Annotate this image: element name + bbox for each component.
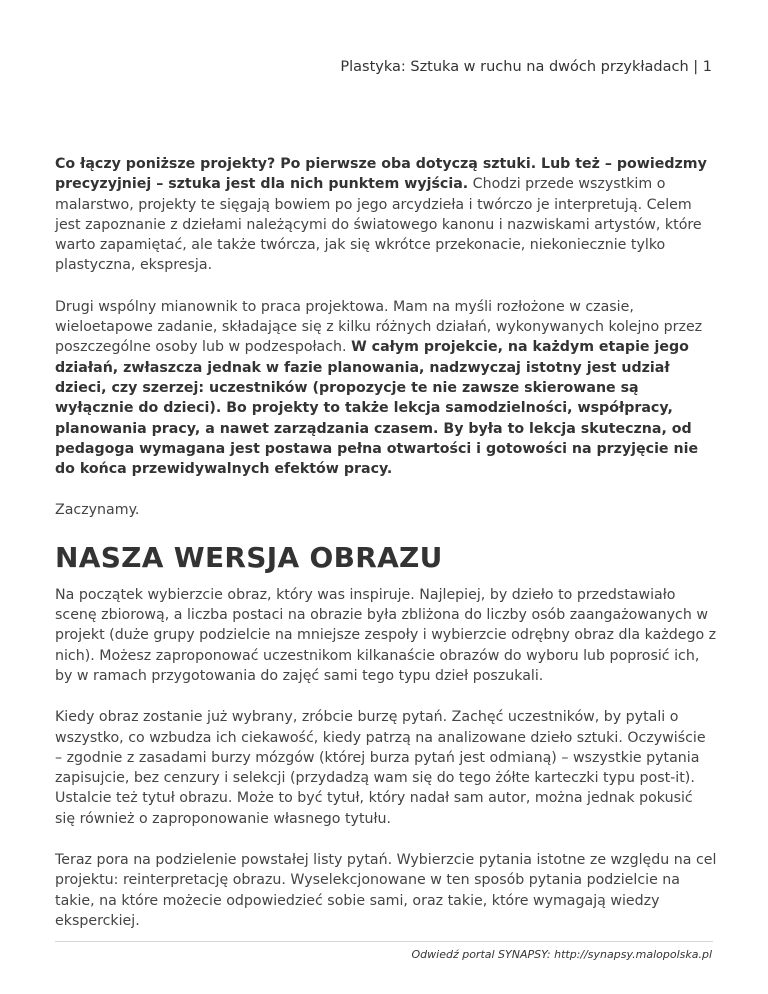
- intro-paragraph-2-text: Drugi wspólny mianownik to praca projektowa. Mam na myśli rozłożone w czasie, wieloetapowe zadanie, składające się z kilku różnych działań, wykonywanych kolejno przez poszczególne osoby lub w podzespołach.: [55, 298, 703, 356]
- footer-portal-link: Odwiedź portal SYNAPSY: http://synapsy.malopolska.pl: [411, 948, 712, 961]
- article-body: [55, 154, 717, 952]
- section-paragraph-2: Kiedy obraz zostanie już wybrany, zróbcie burzę pytań. Zachęć uczestników, by pytali o wszystko, co wzbudza ich ciekawość, kiedy patrzą na analizowane dzieło sztuki. Oczywiście – zgodnie z zasadami burzy mózgów (której burza pytań jest odmianą) – wszystkie pytania zapisujcie, bez cenzury i selekcji (przydadzą wam się do tego żółte karteczki typu post-it). Ustalcie też tytuł obrazu. Może to być tytuł, który nadał sam autor, można jednak pokusić się również o zaproponowanie własnego tytułu.: [55, 709, 706, 827]
- page-header-title: Plastyka: Sztuka w ruchu na dwóch przykładach | 1: [340, 59, 712, 75]
- intro-paragraph-1-bold: Co łączy poniższe projekty? Po pierwsze oba dotyczą sztuki. Lub też – powiedzmy precyzyjniej – sztuka jest dla nich punktem wyjścia.: [55, 156, 707, 193]
- section-paragraph-1: Na początek wybierzcie obraz, który was inspiruje. Najlepiej, by dzieło to przedstawiało scenę zbiorową, a liczba postaci na obrazie była zbliżona do liczby osób zaangażowanych w projekt (duże grupy podzielcie na mniejsze zespoły i wybierzcie odrębny obraz dla każdego z nich). Możesz zaproponować uczestnikom kilkanaście obrazów do wyboru lub poprosić ich, by w ramach przygotowania do zajęć sami tego typu dzieł poszukali.: [55, 586, 717, 684]
- intro-paragraph-2: [55, 297, 717, 480]
- section-paragraph-3: Teraz pora na podzielenie powstałej listy pytań. Wybierzcie pytania istotne ze względu na cel projektu: reinterpretację obrazu. Wyselekcjonowane w ten sposób pytania podzielcie na takie, na które możecie odpowiedzieć sobie sami, oraz takie, które wymagają wiedzy eksperckiej.: [55, 852, 717, 929]
- footer-divider: [55, 941, 713, 942]
- intro-paragraph-3: Zaczynamy.: [55, 502, 140, 519]
- section-heading: NASZA WERSJA OBRAZU: [55, 540, 443, 574]
- intro-paragraph-2-bold: W całym projekcie, na każdym etapie jego działań, zwłaszcza jednak w fazie planowania, nadzwyczaj istotny jest udział dzieci, czy szerzej: uczestników (propozycje te nie zawsze skierowane są wyłącznie do dzieci). Bo projekty to także lekcja samodzielności, współpracy, planowania pracy, a nawet zarządzania czasem. By była to lekcja skuteczna, od pedagoga wymagana jest postawa pełna otwartości i gotowości na przyjęcie nie do końca przewidywalnych efektów pracy.: [55, 339, 699, 478]
- intro-paragraph-1: [55, 154, 717, 276]
- intro-paragraph-1-text: Chodzi przede wszystkim o malarstwo, projekty te sięgają bowiem po jego arcydzieła i twórczo je interpretują. Celem jest zapoznanie z dziełami należącymi do światowego kanonu i nazwiskami artystów, które warto zapamiętać, ale także twórcza, jak się wkrótce przekonacie, niekoniecznie tylko plastyczna, ekspresja.: [55, 176, 702, 274]
